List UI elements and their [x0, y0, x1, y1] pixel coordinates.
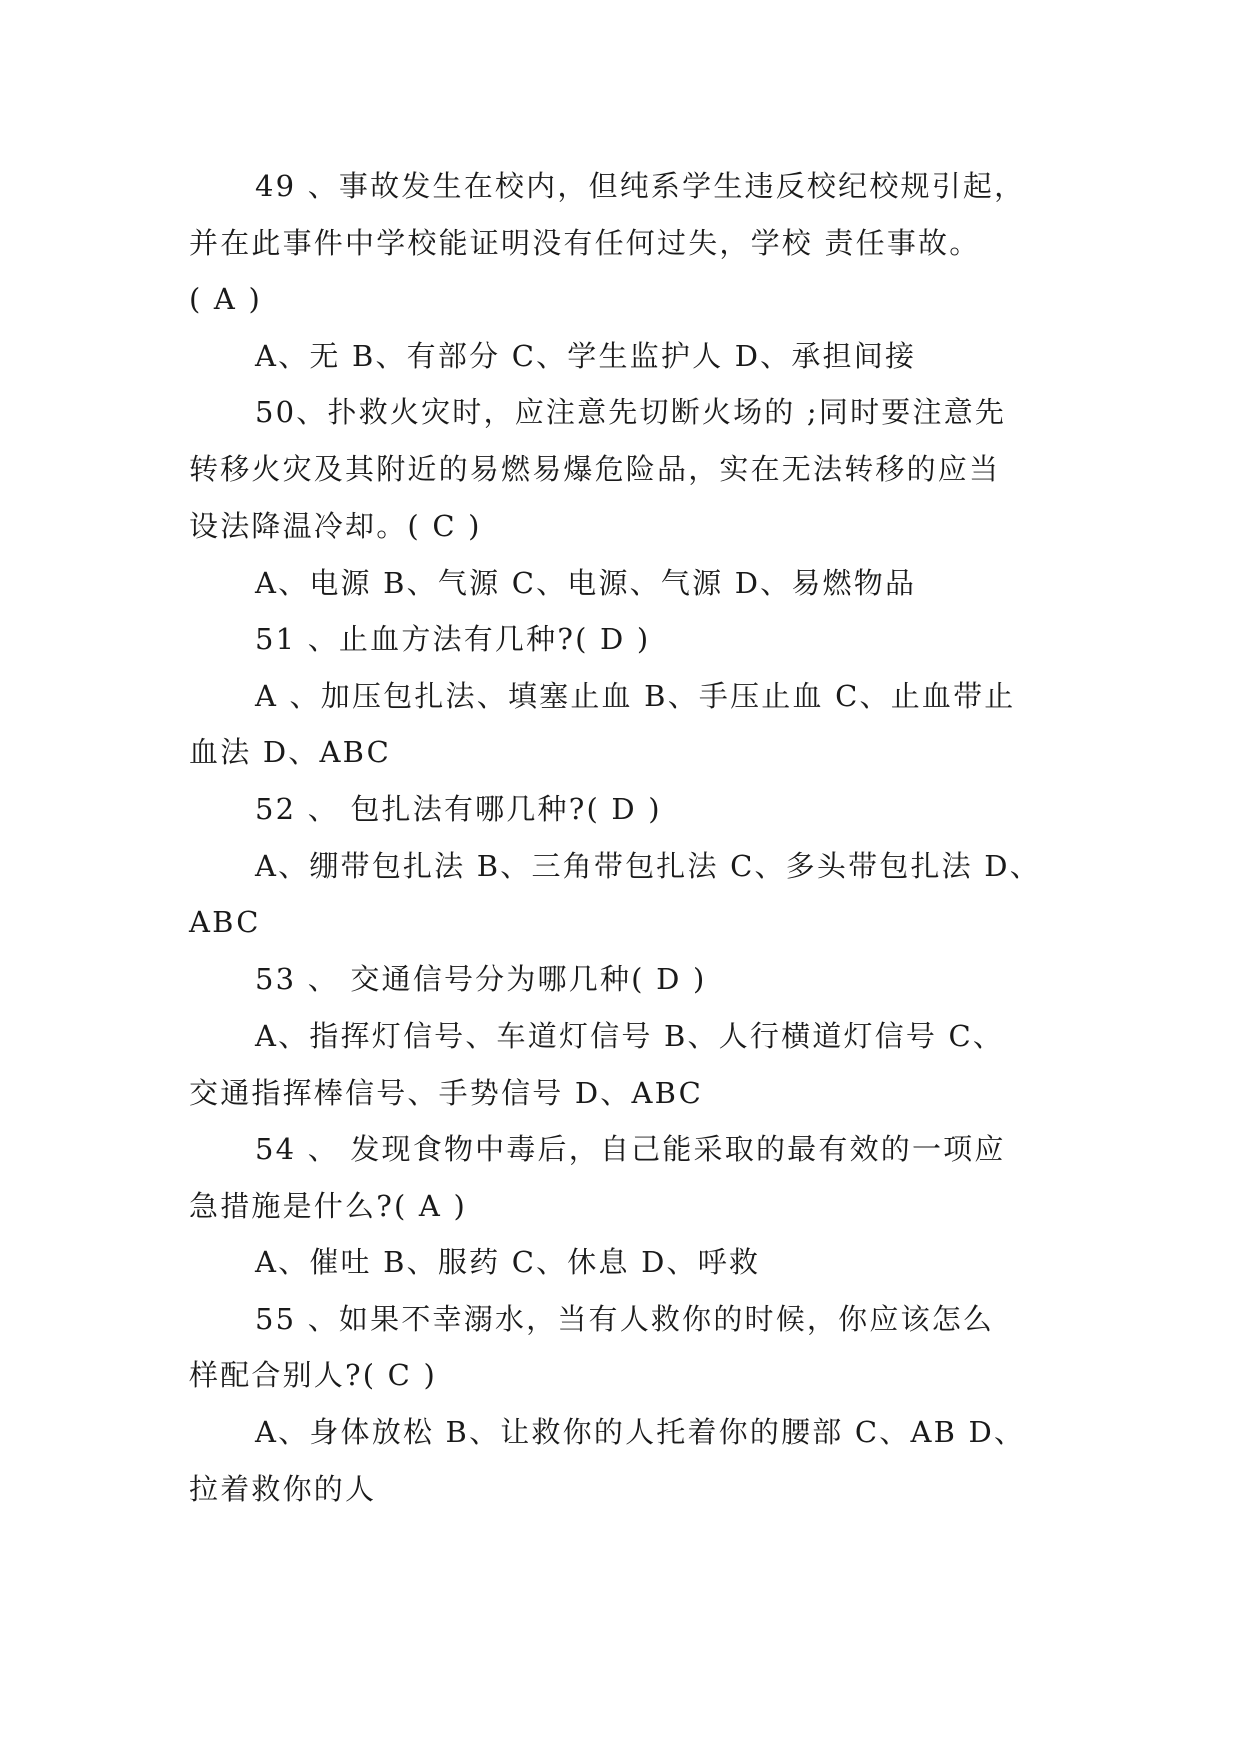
q52-line-1: 52 、 包扎法有哪几种?( D ) [255, 792, 662, 826]
q50-options: A、电源 B、气源 C、电源、气源 D、易燃物品 [255, 566, 917, 600]
q49-options: A、无 B、有部分 C、学生监护人 D、承担间接 [255, 339, 917, 373]
q54-options: A、催吐 B、服药 C、休息 D、呼救 [255, 1245, 761, 1279]
q50-line-1: 50、扑救火灾时，应注意先切断火场的 ;同时要注意先 [255, 395, 1007, 429]
q55-options-2: 拉着救你的人 [189, 1472, 377, 1506]
q51-line-1: 51 、止血方法有几种?( D ) [255, 622, 651, 656]
q51-options-2: 血法 D、ABC [189, 735, 392, 769]
q54-line-2: 急措施是什么?( A ) [189, 1189, 467, 1223]
q55-options-1: A、身体放松 B、让救你的人托着你的腰部 C、AB D、 [255, 1415, 1026, 1449]
q53-options-2: 交通指挥棒信号、手势信号 D、ABC [189, 1076, 704, 1110]
q55-line-1: 55 、如果不幸溺水，当有人救你的时候，你应该怎么 [255, 1302, 995, 1336]
q51-options-1: A 、加压包扎法、填塞止血 B、手压止血 C、止血带止 [255, 679, 1016, 713]
q49-line-2: 并在此事件中学校能证明没有任何过失，学校 责任事故。 [189, 226, 981, 260]
q50-line-3: 设法降温冷却。( C ) [189, 509, 482, 543]
q52-options-1: A、绷带包扎法 B、三角带包扎法 C、多头带包扎法 D、 [255, 849, 1041, 883]
q55-line-2: 样配合别人?( C ) [189, 1358, 438, 1392]
q49-line-1: 49 、事故发生在校内，但纯系学生违反校纪校规引起， [255, 169, 1026, 203]
q53-options-1: A、指挥灯信号、车道灯信号 B、人行横道灯信号 C、 [255, 1019, 1005, 1053]
q50-line-2: 转移火灾及其附近的易燃易爆危险品，实在无法转移的应当 [189, 452, 1001, 486]
q52-options-2: ABC [189, 905, 261, 939]
q54-line-1: 54 、 发现食物中毒后，自己能采取的最有效的一项应 [255, 1132, 1006, 1166]
q53-line-1: 53 、 交通信号分为哪几种( D ) [255, 962, 707, 996]
q49-answer: ( A ) [189, 282, 263, 316]
